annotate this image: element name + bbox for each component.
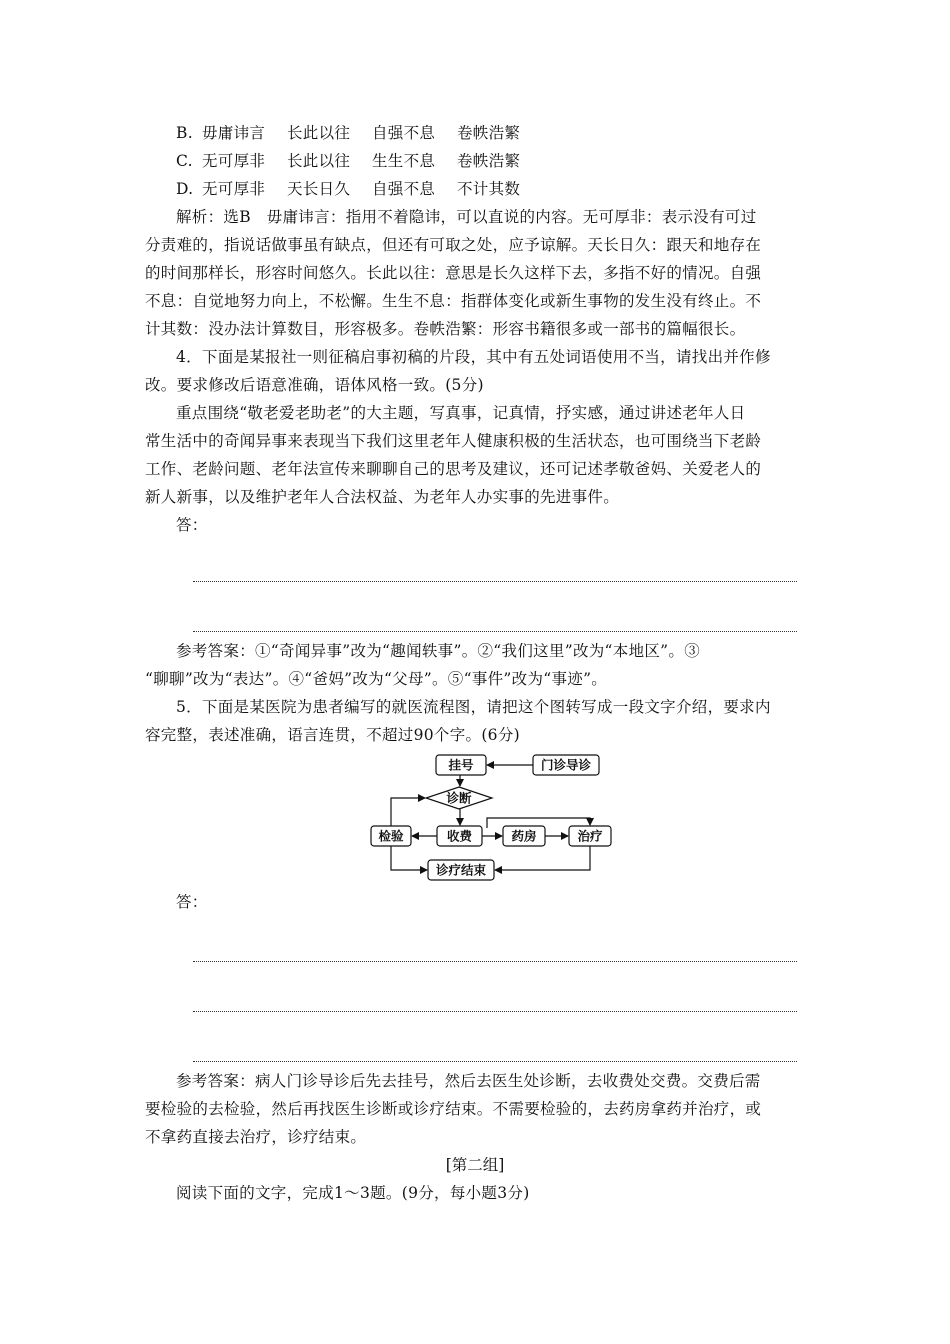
- q4-reference-line: “聊聊”改为“表达”。④“爸妈”改为“父母”。⑤“事件”改为“事迹”。: [145, 670, 608, 688]
- q5-answer-label: 答：: [176, 893, 208, 911]
- option-word: 无可厚非: [202, 180, 266, 198]
- option-word: 无可厚非: [202, 152, 266, 170]
- option-word: 毋庸讳言: [202, 124, 266, 142]
- q5-reference-line: 不拿药直接去治疗，诊疗结束。: [145, 1128, 367, 1146]
- node-jieshu-label: 诊疗结束: [435, 862, 487, 878]
- q4-passage-line: 重点围绕“敬老爱老助老”的大主题，写真事，记真情，抒实感，通过讲述老年人日: [176, 404, 746, 422]
- q4-passage-line: 新人新事，以及维护老年人合法权益、为老年人办实事的先进事件。: [145, 488, 620, 506]
- hospital-flowchart: [360, 752, 620, 884]
- q3-analysis-line: 计其数：没办法计算数目，形容极多。卷帙浩繁：形容书籍很多或一部书的篇幅很长。: [145, 320, 746, 338]
- q4-question-line: 4．下面是某报社一则征稿启事初稿的片段，其中有五处词语使用不当，请找出并作修: [176, 348, 771, 366]
- group2-instruction: 阅读下面的文字，完成1～3题。(9分，每小题3分): [176, 1184, 530, 1202]
- option-word: 卷帙浩繁: [457, 152, 521, 170]
- node-menzhen-label: 门诊导诊: [540, 757, 592, 773]
- option-word: 天长日久: [287, 180, 351, 198]
- q3-analysis-line: 不息：自觉地努力向上，不松懈。生生不息：指群体变化或新生事物的发生没有终止。不: [145, 292, 762, 310]
- option-label: B.: [176, 124, 193, 142]
- option-word: 自强不息: [372, 180, 436, 198]
- node-jianyan-label: 检验: [378, 828, 404, 844]
- option-word: 不计其数: [457, 180, 521, 198]
- node-yaofang-label: 药房: [511, 828, 537, 844]
- q5-reference-line: 参考答案：病人门诊导诊后先去挂号，然后去医生处诊断，去收费处交费。交费后需: [176, 1072, 761, 1090]
- q5-answer-blank[interactable]: [193, 1061, 797, 1062]
- q5-answer-blank[interactable]: [193, 961, 797, 962]
- q5-question-line: 5．下面是某医院为患者编写的就医流程图，请把这个图转写成一段文字介绍，要求内: [176, 698, 771, 716]
- q5-answer-blank[interactable]: [193, 1011, 797, 1012]
- q5-question-line: 容完整，表述准确，语言连贯，不超过90个字。(6分): [145, 726, 520, 744]
- option-label: D.: [176, 180, 194, 198]
- q4-question-line: 改。要求修改后语意准确，语体风格一致。(5分): [145, 376, 484, 394]
- option-word: 卷帙浩繁: [457, 124, 521, 142]
- option-word: 长此以往: [287, 124, 351, 142]
- node-zhiliao-label: 治疗: [577, 828, 603, 844]
- q3-option-d: [176, 179, 520, 199]
- q4-answer-blank[interactable]: [193, 581, 797, 582]
- q4-reference-line: 参考答案：①“奇闻异事”改为“趣闻轶事”。②“我们这里”改为“本地区”。③: [176, 642, 700, 660]
- q4-answer-label: 答：: [176, 516, 208, 534]
- group2-title: [第二组]: [445, 1156, 505, 1174]
- q3-option-b: [176, 123, 520, 143]
- q3-analysis-line: 分责难的，指说话做事虽有缺点，但还有可取之处，应予谅解。天长日久：跟天和地存在: [145, 236, 762, 254]
- option-label: C.: [176, 152, 193, 170]
- q3-analysis-line: 的时间那样长，形容时间悠久。长此以往：意思是长久这样下去，多指不好的情况。自强: [145, 264, 762, 282]
- q5-reference-line: 要检验的去检验，然后再找医生诊断或诊疗结束。不需要检验的，去药房拿药并治疗，或: [145, 1100, 762, 1118]
- option-word: 自强不息: [372, 124, 436, 142]
- option-word: 生生不息: [372, 152, 436, 170]
- node-shoufei-label: 收费: [446, 828, 473, 844]
- q4-passage-line: 工作、老龄问题、老年法宣传来聊聊自己的思考及建议，还可记述孝敬爸妈、关爱老人的: [145, 460, 762, 478]
- q4-answer-blank[interactable]: [193, 631, 797, 632]
- option-word: 长此以往: [287, 152, 351, 170]
- q3-analysis-line: 解析：选B 毋庸讳言：指用不着隐讳，可以直说的内容。无可厚非：表示没有可过: [176, 208, 757, 226]
- node-zhenduan-label: 诊断: [446, 790, 472, 806]
- node-guahao-label: 挂号: [448, 757, 474, 773]
- q3-option-c: [176, 151, 520, 171]
- q4-passage-line: 常生活中的奇闻异事来表现当下我们这里老年人健康积极的生活状态，也可围绕当下老龄: [145, 432, 762, 450]
